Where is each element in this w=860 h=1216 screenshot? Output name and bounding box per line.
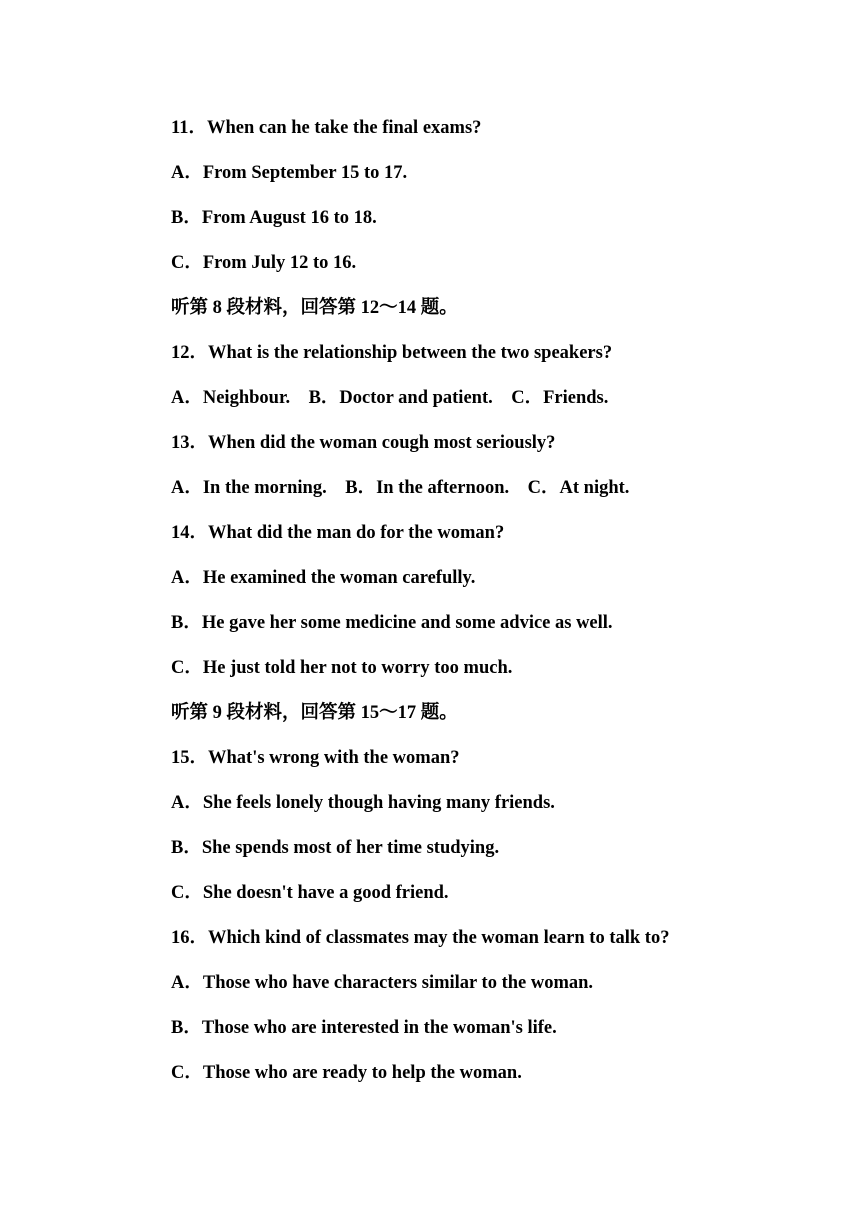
option-14-c: C．He just told her not to worry too much.	[171, 658, 513, 678]
question-13: 13．When did the woman cough most seriously?	[171, 433, 556, 453]
option-11-b: B．From August 16 to 18.	[171, 208, 377, 228]
option-16-b: B．Those who are interested in the woman's life.	[171, 1018, 557, 1038]
section-instruction-8: 听第 8 段材料，回答第 12～14 题。	[171, 298, 458, 318]
question-11: 11．When can he take the final exams?	[171, 118, 482, 138]
options-12: A．Neighbour. B．Doctor and patient. C．Friends.	[171, 388, 609, 408]
option-16-a: A．Those who have characters similar to the woman.	[171, 973, 594, 993]
option-16-c: C．Those who are ready to help the woman.	[171, 1063, 522, 1083]
question-14: 14．What did the man do for the woman?	[171, 523, 505, 543]
option-15-c: C．She doesn't have a good friend.	[171, 883, 449, 903]
option-14-b: B．He gave her some medicine and some advice as well.	[171, 613, 613, 633]
option-15-a: A．She feels lonely though having many friends.	[171, 793, 555, 813]
option-14-a: A．He examined the woman carefully.	[171, 568, 476, 588]
question-15: 15．What's wrong with the woman?	[171, 748, 460, 768]
option-11-a: A．From September 15 to 17.	[171, 163, 408, 183]
question-16: 16．Which kind of classmates may the woman learn to talk to?	[171, 928, 670, 948]
option-11-c: C．From July 12 to 16.	[171, 253, 357, 273]
question-12: 12．What is the relationship between the two speakers?	[171, 343, 613, 363]
option-15-b: B．She spends most of her time studying.	[171, 838, 500, 858]
section-instruction-9: 听第 9 段材料，回答第 15～17 题。	[171, 703, 458, 723]
options-13: A．In the morning. B．In the afternoon. C．At night.	[171, 478, 630, 498]
